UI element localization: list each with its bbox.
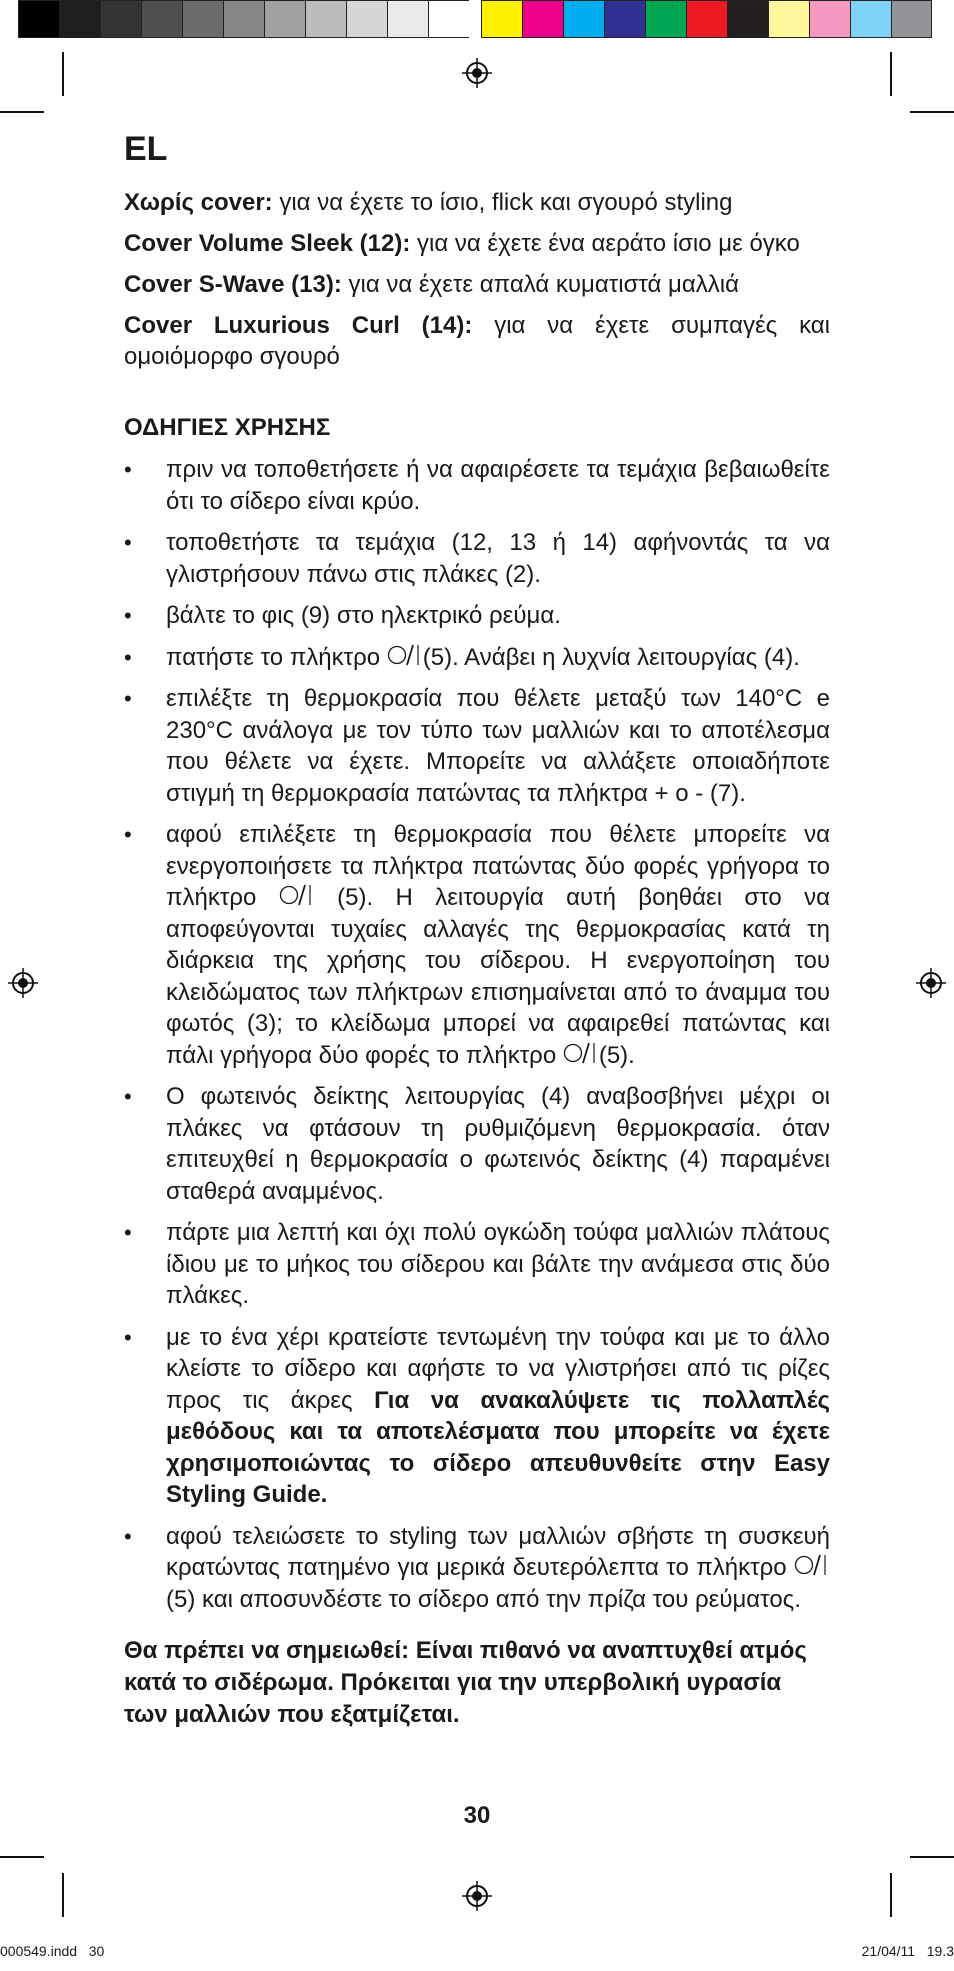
power-standby-icon bbox=[794, 1553, 830, 1577]
crop-mark bbox=[910, 1856, 954, 1858]
cover-item bbox=[124, 269, 830, 300]
color-calibration-bar bbox=[18, 0, 932, 42]
registration-mark-icon bbox=[8, 968, 38, 998]
instructions-list bbox=[124, 454, 830, 1615]
note-paragraph: Θα πρέπει να σημειωθεί: Είναι πιθανό να αναπτυχθεί ατμός κατά το σιδέρωμα. Πρόκειται για την υπερβολική υγρασία των μαλλιών που εξατμίζεται. bbox=[124, 1637, 807, 1728]
step-text: τοποθετήστε τα τεμάχια (12, 13 ή 14) αφήνοντάς τα να γλιστρήσουν πάνω στις πλάκες (2). bbox=[166, 529, 830, 588]
step-text: αφού επιλέξετε τη θερμοκρασία που θέλετε μπορείτε να ενεργοποιήσετε τα πλήκτρα πατώντας δύο φορές γρήγορα το πλήκτρο bbox=[166, 821, 830, 911]
color-swatch bbox=[428, 0, 469, 38]
step-text: Ο φωτεινός δείκτης λειτουργίας (4) αναβοσβήνει μέχρι οι πλάκες να φτάσουν τη ρυθμιζόμενη θερμοκρασία. όταν επιτευχθεί η θερμοκρασία ο φωτεινός δείκτης (4) παραμένει σταθερά αναμμένος. bbox=[166, 1083, 830, 1205]
instruction-step bbox=[124, 454, 830, 517]
color-swatch bbox=[727, 0, 768, 38]
color-swatch bbox=[305, 0, 346, 38]
step-text: (5) και αποσυνδέστε το σίδερο από την πρίζα του ρεύματος. bbox=[166, 1585, 801, 1613]
color-swatch bbox=[59, 0, 100, 38]
bullet-icon: • bbox=[124, 822, 132, 847]
cover-label: Cover S-Wave (13): bbox=[124, 271, 342, 298]
slug-file-name: 000549.indd 30 bbox=[0, 1943, 105, 1959]
instruction-step bbox=[124, 1081, 830, 1207]
instruction-step bbox=[124, 642, 830, 674]
cover-item bbox=[124, 310, 830, 372]
power-standby-icon bbox=[387, 643, 423, 667]
bullet-icon: • bbox=[124, 1324, 132, 1350]
instruction-step bbox=[124, 1322, 830, 1511]
swatch-gap bbox=[469, 0, 481, 42]
step-bold-text: Για να ανακαλύψετε τις πολλαπλές μεθόδους και τα αποτελέσματα που μπορείτε να έχετε χρησιμοποιώντας το σίδερο απευθυνθείτε στην Easy Styling Guide. bbox=[166, 1386, 831, 1508]
crop-mark bbox=[62, 52, 64, 96]
color-swatch bbox=[809, 0, 850, 38]
instruction-step bbox=[124, 1521, 830, 1616]
instruction-step bbox=[124, 1217, 830, 1312]
color-swatch bbox=[18, 0, 59, 38]
color-swatch bbox=[522, 0, 563, 38]
page-content bbox=[124, 130, 830, 1731]
instruction-step bbox=[124, 819, 830, 1071]
cover-text: για να έχετε συμπαγές και ομοιόμορφο σγουρό bbox=[124, 312, 830, 370]
step-text: (5). Η λειτουργία αυτή βοηθάει στο να αποφεύγονται τυχαίες αλλαγές της θερμοκρασίας κατά τη διάρκεια της χρήσης του σίδερου. Η ενεργοποίηση του κλειδώματος των πλήκτρων επισημαίνεται από το άναμμα του φωτός (3); το κλείδωμα μπορεί να αφαιρεθεί πατώντας και πάλι γρήγορα δύο φορές το πλήκτρο bbox=[166, 884, 830, 1069]
color-swatch bbox=[100, 0, 141, 38]
cover-label: Χωρίς cover: bbox=[124, 189, 273, 216]
step-text: βάλτε το φις (9) στο ηλεκτρικό ρεύμα. bbox=[166, 602, 561, 629]
power-standby-icon bbox=[563, 1041, 599, 1065]
color-swatch bbox=[346, 0, 387, 38]
bullet-icon: • bbox=[124, 530, 132, 555]
language-code: EL bbox=[124, 130, 168, 168]
step-text: πάρτε μια λεπτή και όχι πολύ ογκώδη τούφα μαλλιών πλάτους ίδιου με το μήκος του σίδερου και βάλτε την ανάμεσα στις δύο πλάκες. bbox=[166, 1219, 830, 1309]
instruction-step bbox=[124, 600, 830, 632]
step-text: (5). Ανάβει η λυχνία λειτουργίας (4). bbox=[422, 643, 800, 671]
slug-timestamp: 21/04/11 19.3 bbox=[861, 1943, 954, 1959]
crop-mark bbox=[62, 1873, 64, 1917]
step-text: πατήστε το πλήκτρο bbox=[166, 643, 387, 671]
registration-mark-icon bbox=[462, 58, 492, 88]
instruction-step bbox=[124, 683, 830, 809]
bullet-icon: • bbox=[124, 603, 132, 628]
registration-mark-icon bbox=[462, 1881, 492, 1911]
step-text: με το ένα χέρι κρατείστε τεντωμένη την τούφα και με το άλλο κλείστε το σίδερο και αφήστε το να γλιστρήσει από τις ρίζες προς τις άκρες bbox=[166, 1323, 830, 1414]
color-swatch bbox=[182, 0, 223, 38]
cover-text: για να έχετε απαλά κυματιστά μαλλιά bbox=[341, 271, 739, 298]
crop-mark bbox=[910, 111, 954, 113]
crop-mark bbox=[890, 1873, 892, 1917]
color-swatch bbox=[686, 0, 727, 38]
instruction-step bbox=[124, 527, 830, 590]
power-standby-icon bbox=[279, 883, 315, 907]
color-swatch bbox=[891, 0, 932, 38]
cover-label: Cover Luxurious Curl (14): bbox=[124, 312, 473, 339]
color-swatch bbox=[264, 0, 305, 38]
color-swatch bbox=[481, 0, 522, 38]
cover-text: για να έχετε ένα αεράτο ίσιο με όγκο bbox=[410, 230, 800, 257]
crop-mark bbox=[0, 1856, 44, 1858]
bullet-icon: • bbox=[124, 1084, 132, 1109]
instructions-title: ΟΔΗΓΙΕΣ ΧΡΗΣΗΣ bbox=[124, 414, 331, 441]
step-text: πριν να τοποθετήσετε ή να αφαιρέσετε τα τεμάχια βεβαιωθείτε ότι το σίδερο είναι κρύο. bbox=[166, 456, 830, 515]
cover-list bbox=[124, 187, 830, 372]
color-swatch bbox=[141, 0, 182, 38]
page-number: 30 bbox=[463, 1802, 491, 1829]
step-text: αφού τελειώσετε το styling των μαλλιών σβήστε τη συσκευή κρατώντας πατημένο για μερικά δευτερόλεπτα το πλήκτρο bbox=[166, 1522, 830, 1581]
color-swatch bbox=[604, 0, 645, 38]
bullet-icon: • bbox=[124, 1523, 132, 1549]
color-swatch bbox=[768, 0, 809, 38]
cover-label: Cover Volume Sleek (12): bbox=[124, 230, 411, 257]
cover-text: για να έχετε το ίσιο, flick και σγουρό styling bbox=[272, 189, 733, 216]
color-swatch bbox=[850, 0, 891, 38]
step-text: επιλέξτε τη θερμοκρασία που θέλετε μεταξύ των 140°C e 230°C ανάλογα με τον τύπο των μαλλιών και το αποτέλεσμα που θέλετε να έχετε. Μπορείτε να αλλάξετε οποιαδήποτε στιγμή τη θερμοκρασία πατώντας τα πλήκτρα + o - (7). bbox=[166, 685, 830, 807]
crop-mark bbox=[890, 52, 892, 96]
color-swatch bbox=[223, 0, 264, 38]
cover-item bbox=[124, 228, 830, 259]
color-swatch bbox=[387, 0, 428, 38]
bullet-icon: • bbox=[124, 457, 132, 482]
registration-mark-icon bbox=[916, 968, 946, 998]
bullet-icon: • bbox=[124, 644, 132, 670]
color-swatch bbox=[645, 0, 686, 38]
cover-item bbox=[124, 187, 830, 218]
bullet-icon: • bbox=[124, 686, 132, 711]
crop-mark bbox=[0, 111, 44, 113]
bullet-icon: • bbox=[124, 1220, 132, 1245]
step-text: (5). bbox=[598, 1041, 635, 1069]
color-swatch bbox=[563, 0, 604, 38]
